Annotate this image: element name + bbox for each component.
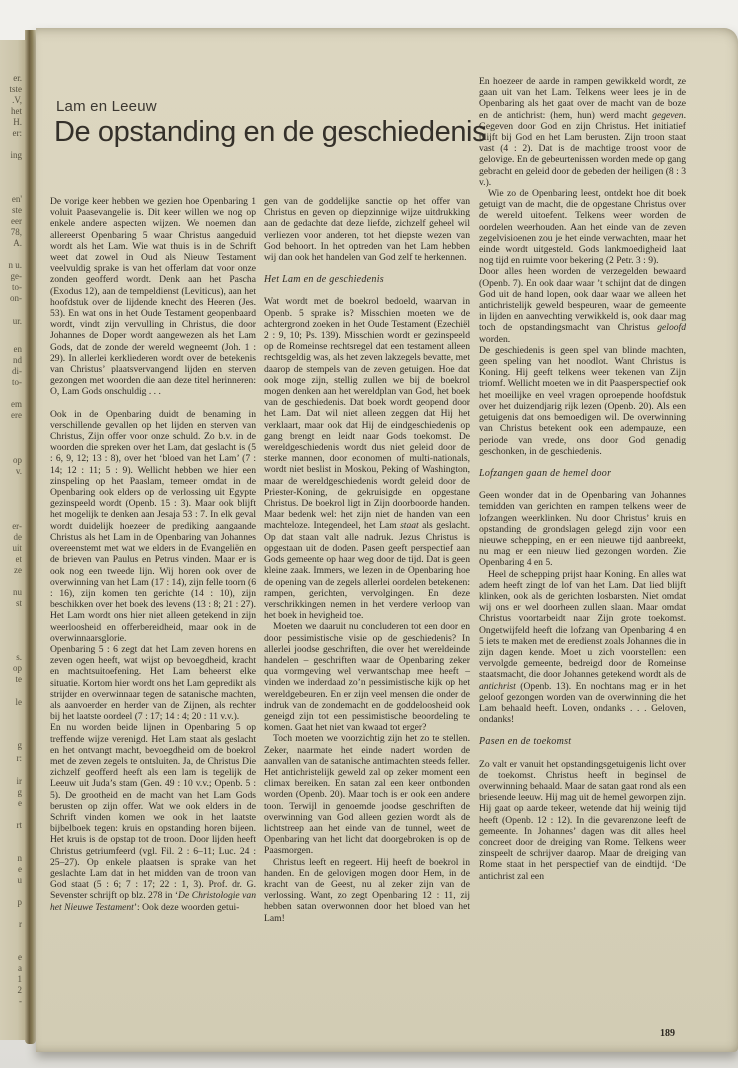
cutoff-text-fragment: st <box>15 598 22 608</box>
cutoff-text-fragment: s. <box>16 652 22 662</box>
magazine-page <box>36 28 738 1052</box>
cutoff-text-fragment: ste <box>12 205 22 215</box>
cutoff-text-fragment: nd <box>13 355 22 365</box>
text-column-2 <box>264 196 470 924</box>
cutoff-text-fragment: p <box>17 897 22 907</box>
cutoff-text-fragment: het <box>11 106 22 116</box>
page-number: 189 <box>660 1028 675 1039</box>
cutoff-text-fragment: le <box>15 697 22 707</box>
article-title: De opstanding en de geschiedenis <box>54 116 487 148</box>
section-heading: Het Lam en de geschiedenis <box>264 274 384 286</box>
text-column-3 <box>479 76 686 882</box>
cutoff-text-fragment: uit <box>12 543 22 553</box>
cutoff-text-fragment: 1 <box>17 974 22 984</box>
cutoff-text-fragment: v. <box>15 466 22 476</box>
cutoff-text-fragment: en <box>13 344 22 354</box>
cutoff-text-fragment: g <box>17 787 22 797</box>
cutoff-text-fragment: te <box>15 674 22 684</box>
cutoff-text-fragment: on- <box>10 293 22 303</box>
paragraph: Geen wonder dat in de Openbaring van Johannes temidden van gerichten en rampen telkens weer de lofzangen weerklinken. Nu door Christus’ kruis en opstanding de grondslagen gelegd zijn voor een nieuwe schepping, en er een nieuwe tijd aanbreekt, nu mag er een nieuw lied gezongen worden. Zie Openbaring 4 en 5. <box>479 490 686 569</box>
cutoff-text-fragment: ur. <box>12 316 22 326</box>
cutoff-text-fragment: r <box>19 919 22 929</box>
paragraph: Wat wordt met de boekrol bedoeld, waarvan in Openb. 5 sprake is? Misschien moeten we de achtergrond zoeken in het Oude Testament (Ezechiël 2 : 9, 10; Ps. 139). Misschien wordt er gezinspeeld op de Romeinse rechtsregel dat een testament alleen rechtsgeldig was, als het zeven lakzegels bevatte, met daarop de stempels van de zeven getuigen. Hoe dat ook moge zijn, stellig zullen we bij de boekrol mogen denken aan het wereldplan van God, het boek van de geschiedenis. Dat boek wordt geopend door het Lam. Dat wil niet alleen zeggen dat Hij het verklaart, maar ook dat Hij de eindgeschiedenis op gang brengt en leidt naar Gods toekomst. De wereldgeschiedenis wordt dus niet geleid door de sterke mannen, door economen of multi-nationals, wordt niet beslist in Moskou, Peking of Washington, maar de wereldgeschiedenis wordt geleid door de Priester-Koning, de gekruisigde en opgestane Christus. De boekrol ligt in Zijn doorboorde handen. Maar bedenk wel: het zijn niet de handen van een machteloze. Integendeel, het Lam staat als geslacht. Op dat staan valt alle nadruk. Jezus Christus is opgestaan uit de doden. Pasen geeft perspectief aan Gods gemeente op haar weg door de tijd. Dat is geen kleine zaak. Immers, we lezen in de Openbaring hoe de opening van de zegels allerlei oordelen betekenen: rampen, gerichten, vervolgingen. En deze verschrikkingen nemen in het verdere verloop van het boek in hevigheid toe. <box>264 296 470 622</box>
cutoff-text-fragment: r: <box>16 753 22 763</box>
cutoff-text-fragment: n u. <box>8 260 22 270</box>
paragraph: Zo valt er vanuit het opstandingsgetuigenis licht over de toekomst. Christus heeft in beginsel de overwinning behaald. Maar de satan gaat rond als een briesende leeuw. Hij mag uit de hemel geworpen zijn. Hij gaat op aarde tekeer, wetende dat hij weinig tijd heeft (Openb. 12 : 12). In die gevarenzone leeft de gemeente. In Johannes’ dagen was dit alles heel concreet door de dreiging van Rome. Telkens weer zinspeelt de schrijver daarop. Maar de dreiging van Rome staat in het perspectief van de eindtijd. ‘De antichrist zal een <box>479 758 686 882</box>
paragraph: Openbaring 5 : 6 zegt dat het Lam zeven horens en zeven ogen heeft, wat wijst op bevoegdheid, kracht en machtsuitoefening. Het Lam beheerst elke situatie. Kortom hier wordt ons het Lam gepredikt als strijder en overwinnaar tegen de satanische machten, als aanvoerder en herder van de Zijnen, als rechter bij het laatste oordeel (7 : 17; 14 : 4; 20 : 11 v.v.). <box>50 643 256 723</box>
paragraph: Toch moeten we voorzichtig zijn het zo te stellen. Zeker, naarmate het einde nadert worden de aanvallen van de satanische antimachten steeds feller. Het antichristelijk geweld zal op zeker moment een climax bereiken. En satan zal een keer ontbonden worden (Openb. 20). Maar toch is er ook een andere toon. Terwijl in genoemde joodse geschriften de overwinning van God alleen gezien wordt als de lichtstreep aan het einde van de tunnel, weet de Openbaring van het licht dat doorgebroken is op de Paasmorgen. <box>264 733 470 857</box>
paragraph: Ook in de Openbaring duidt de benaming in verschillende gevallen op het lijden en sterven van Christus, Zijn offer voor onze schuld. Zo b.v. in de woorden die spreken over het Lam, dat geslacht is (5 : 6, 9, 12; 13 : 8), over het ‘bloed van het Lam’ (7 : 14; 12 : 11; 5 : 9). Wellicht hebben we hier een zinspeling op het Paaslam, temeer omdat in de Openbaring ook elders op de verlossing uit Egypte gezinspeeld wordt (Openb. 15 : 3). Maar ook blijft het mogelijk te denken aan Jesaja 53 : 7. In elk geval wordt duidelijk hoezeer de prediking aangaande Christus als het Lam in de Openbaring van Johannes overeenstemt met wat we elders in de Evangeliën en de brieven van Paulus en Petrus vinden. Maar er is ook nog een tweede lijn. Wij horen ook over de overwinning van het Lam (17 : 14), zijn felle toorn (6 : 16), zijn komen ten gerichte (14 : 10), zijn beschikken over het boek des levens (13 : 8; 21 : 27). Het Lam wordt ons hier niet alleen getekend in zijn weerloosheid en offerbereidheid, maar ook in de overwinnaarsglorie. <box>50 408 256 644</box>
cutoff-text-fragment: tste <box>9 84 22 94</box>
cutoff-text-fragment: er- <box>12 521 22 531</box>
paragraph: De geschiedenis is geen spel van blinde machten, geen speling van het noodlot. Want Christus is Koning. Hij geeft telkens weer tekenen van Zijn triomf. Wellicht moeten we in dit Paasperspectief ook het moeilijke en veel vragen oproepende hoofdstuk over het duizendjarig rijk lezen (Openb. 20). Als een getuigenis dat ons bemoedigen wil. De overwinning van Christus betekent ook een adempauze, een periode van vrede, ons door God genadig geschonken, in de geschiedenis. <box>479 344 686 457</box>
text-column-1 <box>50 196 256 913</box>
paragraph: En nu worden beide lijnen in Openbaring 5 op treffende wijze verenigd. Het Lam staat als geslacht en het ontvangt macht, bevoegdheid om de boekrol met de zeven zegels te ontsluiten. Ja, de Christus Die zichzelf geofferd heeft als een lam is tegelijk de Leeuw uit Juda’s stam (Gen. 49 : 10 v.v.; Openb. 5 : 5). De grootheid en de macht van het Lam Gods berusten op zijn offer. Wat we ook elders in de Schrift vinden komen we ook in het laatste bijbelboek tegen: kruis en opstanding horen bijeen. Het kruis is de opstap tot de troon. Door lijden heeft Christus getriumfeerd (vgl. Fil. 2 : 6–11; Luc. 24 : 25–27). Op enkele plaatsen is sprake van het geslachte Lam dat in het midden van de troon van God staat (5 : 6; 7 : 17; 22 : 1, 3). Prof. dr. G. Sevenster schrijft op blz. 278 in ‘De Christologie van het Nieuwe Testament’: Ook deze woorden getui- <box>50 722 256 913</box>
paragraph: Moeten we daaruit nu concluderen tot een door en door pessimistische visie op de geschiedenis? In allerlei joodse geschriften, die over het wereldeinde handelen – geschriften waar de Openbaring zeker qua vormgeving wel verwantschap mee heeft – vinden we inderdaad zo’n pessimistische kijk op het wereldgebeuren. En er zijn veel mensen die onder de indruk van de zondemacht en de goddeloosheid ook geneigd zijn tot een pessimistische beoordeling te komen. Gaat het niet van kwaad tot erger? <box>264 621 470 734</box>
cutoff-text-fragment: di- <box>12 366 22 376</box>
cutoff-text-fragment: e <box>18 864 22 874</box>
cutoff-text-fragment: ir <box>16 776 22 786</box>
section-heading: Lofzangen gaan de hemel door <box>479 467 612 479</box>
cutoff-text-fragment: n <box>17 853 22 863</box>
cutoff-text-fragment: en' <box>11 194 22 204</box>
cutoff-text-fragment: e <box>18 952 22 962</box>
cutoff-text-fragment: .V, <box>12 95 22 105</box>
cutoff-text-fragment: et <box>15 554 22 564</box>
cutoff-text-fragment: er. <box>13 73 22 83</box>
cutoff-text-fragment: eer <box>11 216 22 226</box>
cutoff-text-fragment: u <box>17 875 22 885</box>
previous-page-edge <box>0 40 25 1040</box>
article-kicker: Lam en Leeuw <box>56 98 157 115</box>
cutoff-text-fragment: de <box>13 532 22 542</box>
cutoff-text-fragment: op <box>13 663 22 673</box>
cutoff-text-fragment: H. <box>13 117 22 127</box>
cutoff-text-fragment: - <box>19 996 22 1006</box>
cutoff-text-fragment: ing <box>10 150 22 160</box>
cutoff-text-fragment: A. <box>13 238 22 248</box>
cutoff-text-fragment: a <box>18 963 22 973</box>
cutoff-text-fragment: op <box>13 455 22 465</box>
paragraph: En hoezeer de aarde in rampen gewikkeld wordt, ze gaan uit van het Lam. Telkens weer lees je in de Openbaring als het gaat over de macht van de boze en de antichrist: (hem, hun) werd macht gegeven. Gegeven door God en zijn Christus. Het initiatief blijft bij God en het Lam berusten. Zijn troon staat vast (4 : 2). Dat is de machtige troost voor de gelovige. En de gebeurtenissen worden mede op gang gebracht en geleid door de gebeden der heiligen (8 : 3 v.). <box>479 76 686 188</box>
paragraph: De vorige keer hebben we gezien hoe Openbaring 1 voluit Paasevangelie is. Dit keer willen we nog op enkele andere aspecten wijzen. We noemen dan allereerst Openbaring 5 waar Christus aangeduid wordt als het Lam. Wie wat thuis is in de Schrift weet dat zowel in Oud als Nieuw Testament veelvuldig sprake is van het offerlam dat voor onze zonden geofferd wordt. Denk aan het Pascha (Exodus 12), aan de tempeldienst (Leviticus), aan het hoofdstuk over de lijdende knecht des Heeren (Jes. 53). En wat ons in het Oude Testament geopenbaard wordt, vindt zijn vervulling in Christus, die door Johannes de Doper wordt aangewezen als het Lam Gods, dat de zonde der wereld wegneemt (Joh. 1 : 29). In allerlei kerkliederen wordt over de betekenis van Christus’ plaatsvervangend lijden en sterven gezongen met woorden die aan deze titel herinneren: O, Lam Gods onschuldig . . . <box>50 196 256 398</box>
cutoff-text-fragment: to- <box>12 377 22 387</box>
paragraph: Heel de schepping prijst haar Koning. En alles wat adem heeft zingt de lof van het Lam. Dat lied blijft klinken, ook als de gerichten losbarsten. Niet omdat wij ons er wel doorheen zullen slaan. Maar omdat Christus voortarbeidt naar Zijn grote toekomst. Ongetwijfeld heeft die lofzang van Openbaring 4 en 5 iets te maken met de eredienst zoals Johannes die in zijn dagen kende. Moet u zich voorstellen: een vervolgde gemeente, bedreigd door de Romeinse staatsmacht, die door Johannes getekend wordt als de antichrist (Openb. 13). En nochtans mag er in het geloof gezongen worden van de overwinning die het Lam behaald heeft. Loven, ondanks . . . Geloven, ondanks! <box>479 568 686 726</box>
cutoff-text-fragment: ge- <box>10 271 22 281</box>
paragraph: Wie zo de Openbaring leest, ontdekt hoe dit boek getuigt van de macht, die de opgestane Christus over de wereld uitoefent. Telkens weer worden de oordelen weerhouden. Aan het einde van de zeven zegelvisioenen zou je het einde verwachten, maar het einde wordt uitgesteld. Gods lankmoedigheid laat nog tijd en ruimte voor bekering (2 Petr. 3 : 9). <box>479 188 686 267</box>
cutoff-text-fragment: rt <box>16 820 22 830</box>
paragraph: Christus leeft en regeert. Hij heeft de boekrol in handen. En de gelovigen mogen door Hem, in de kracht van de Geest, nu al zeker zijn van de verlossing. Want, zo zegt Openbaring 12 : 11, zij hebben satan overwonnen door het bloed van het Lam! <box>264 856 470 924</box>
cutoff-text-fragment: g <box>17 740 22 750</box>
cutoff-text-fragment: ze <box>14 565 22 575</box>
cutoff-text-fragment: em <box>11 399 22 409</box>
cutoff-text-fragment: e <box>18 798 22 808</box>
paragraph: Door alles heen worden de verzegelden bewaard (Openb. 7). En ook daar waar ’t schijnt dat de dingen God uit de hand lopen, ook daar waar we alleen het antichristelijk geweld bespeuren, waar de gemeente in lijden en aanvechting verwikkeld is, ook daar mag toch de opstandingsmacht van Christus geloofd worden. <box>479 266 686 345</box>
section-heading: Pasen en de toekomst <box>479 736 572 748</box>
paragraph: gen van de goddelijke sanctie op het offer van Christus en geven op diepzinnige wijze uitdrukking aan de gedachte dat deze liefde, zichzelf geheel wil verliezen voor anderen, tot het diepste wezen van God behoort. In het optreden van het Lam hebben wij dan ook het handelen van God zelf te herkennen. <box>264 196 470 264</box>
cutoff-text-fragment: ere <box>11 410 22 420</box>
cutoff-text-fragment: to- <box>12 282 22 292</box>
page-gutter-shadow <box>25 30 36 1044</box>
cutoff-text-fragment: nu <box>13 587 22 597</box>
cutoff-text-fragment: er: <box>12 128 22 138</box>
cutoff-text-fragment: 78, <box>10 227 22 237</box>
cutoff-text-fragment: 2 <box>17 985 22 995</box>
